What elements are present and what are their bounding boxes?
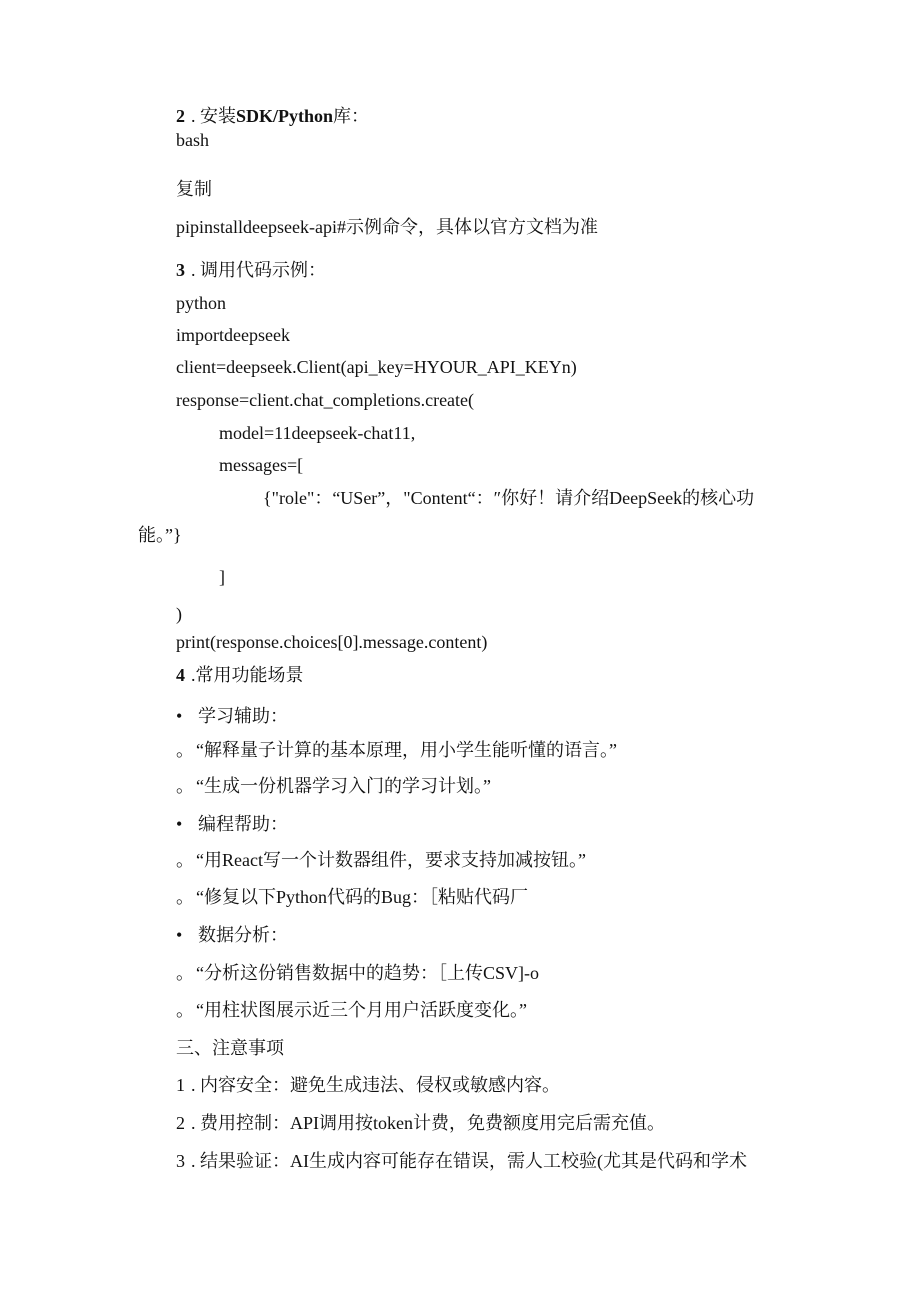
code-line: messages=[ xyxy=(219,455,304,475)
copy-button[interactable]: 复制 xyxy=(176,179,212,199)
scenario-label: 编程帮助： xyxy=(198,814,288,834)
scenario-example xyxy=(176,775,491,797)
code-line: model=11deepseek-chat11, xyxy=(219,423,416,443)
sub-bullet-marker: 。 xyxy=(176,887,194,907)
example-text: “用React写一个计数器组件，要求支持加减按钮。” xyxy=(196,850,586,870)
scenario-example xyxy=(176,962,539,984)
code-line: ] xyxy=(219,567,225,587)
step-prefix: . 安装 xyxy=(191,106,236,126)
note-number: 1 xyxy=(176,1075,185,1095)
scenario-example xyxy=(176,999,527,1021)
example-text: “分析这份销售数据中的趋势：［上传CSV]-o xyxy=(196,963,539,983)
example-text: “生成一份机器学习入门的学习计划。” xyxy=(196,776,491,796)
scenario-example xyxy=(176,886,528,908)
bullet-marker: • xyxy=(176,925,183,945)
note-text: . 内容安全：避免生成违法、侵权或敏感内容。 xyxy=(191,1075,560,1095)
example-text: “修复以下Python代码的Bug：［粘贴代码厂 xyxy=(196,887,529,907)
step-number: 3 xyxy=(176,260,185,280)
step-4-heading xyxy=(176,664,304,686)
scenario-bullet xyxy=(176,705,288,727)
code-line: {"role"：“USer”，"Content“：″你好！请介绍DeepSeek的核心功 xyxy=(263,488,755,508)
code-line: 能。”} xyxy=(138,525,182,545)
step-2-heading xyxy=(176,105,369,127)
sub-bullet-marker: 。 xyxy=(176,776,194,796)
bullet-marker: • xyxy=(176,814,183,834)
step-text: . 调用代码示例： xyxy=(191,260,326,280)
note-text: . 结果验证：AI生成内容可能存在错误，需人工校验(尤其是代码和学术 xyxy=(191,1151,747,1171)
scenario-bullet xyxy=(176,924,288,946)
step-suffix: 库： xyxy=(333,106,370,126)
note-item xyxy=(176,1150,747,1172)
step-bold-text: SDK/Python xyxy=(236,106,334,126)
code-line: ) xyxy=(176,604,182,624)
example-text: “解释量子计算的基本原理，用小学生能听懂的语言。” xyxy=(196,740,617,760)
example-text: “用柱状图展示近三个月用户活跃度变化。” xyxy=(196,1000,527,1020)
scenario-bullet xyxy=(176,813,288,835)
code-line: print(response.choices[0].message.content) xyxy=(176,632,488,652)
sub-bullet-marker: 。 xyxy=(176,1000,194,1020)
step-number: 4 xyxy=(176,665,185,685)
bullet-marker: • xyxy=(176,706,183,726)
code-line: response=client.chat_completions.create( xyxy=(176,390,475,410)
scenario-example xyxy=(176,739,617,761)
sub-bullet-marker: 。 xyxy=(176,963,194,983)
scenario-example xyxy=(176,849,586,871)
pip-command: pipinstalldeepseek-api#示例命令，具体以官方文档为准 xyxy=(176,217,598,237)
step-number: 2 xyxy=(176,106,185,126)
sub-bullet-marker: 。 xyxy=(176,740,194,760)
code-lang-label: bash xyxy=(176,130,209,150)
scenario-label: 学习辅助： xyxy=(198,706,288,726)
note-number: 3 xyxy=(176,1151,185,1171)
note-item xyxy=(176,1112,665,1134)
sub-bullet-marker: 。 xyxy=(176,850,194,870)
note-text: . 费用控制：API调用按token计费，免费额度用完后需充值。 xyxy=(191,1113,665,1133)
step-3-heading xyxy=(176,259,326,281)
code-lang-label: python xyxy=(176,293,227,313)
scenario-label: 数据分析： xyxy=(198,925,288,945)
section-heading: 三、注意事项 xyxy=(176,1038,284,1058)
note-number: 2 xyxy=(176,1113,185,1133)
code-line: importdeepseek xyxy=(176,325,290,345)
step-text: .常用功能场景 xyxy=(191,665,304,685)
code-line: client=deepseek.Client(api_key=HYOUR_API_KEYn) xyxy=(176,357,577,377)
note-item xyxy=(176,1074,560,1096)
